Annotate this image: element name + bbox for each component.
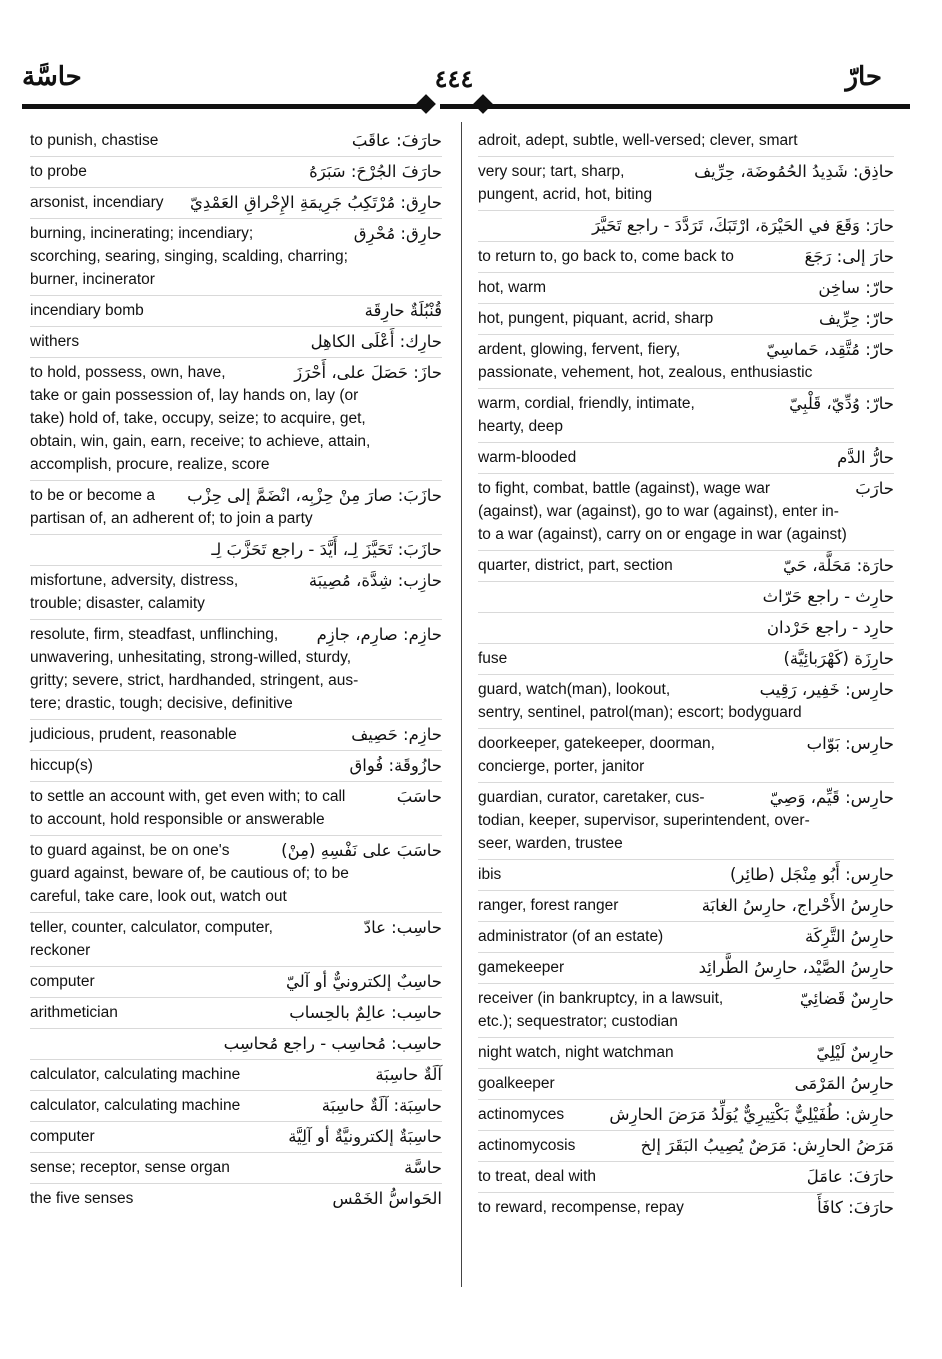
english-definition: misfortune, adversity, distress, — [30, 572, 239, 589]
dictionary-entry — [478, 984, 894, 1038]
entry-headline — [478, 1103, 894, 1126]
arabic-headword: حازِم: حَصِيف — [351, 725, 442, 744]
arabic-headword: حاسَّة — [404, 1158, 442, 1177]
arabic-headword: حاسِب: عادّ — [363, 918, 442, 937]
dictionary-entry — [478, 953, 894, 984]
entry-headline — [30, 1032, 442, 1055]
arabic-headword: حاسِب: مُحاسِب - راجع مُحاسِب — [223, 1034, 442, 1053]
arabic-headword: حارَفَ: عاقَبَ — [351, 131, 442, 150]
english-definition: to treat, deal with — [478, 1168, 597, 1185]
dictionary-entry — [478, 644, 894, 675]
dictionary-entry — [478, 443, 894, 474]
english-definition: arsonist, incendiary — [30, 194, 164, 211]
entry-headline — [30, 191, 442, 214]
arabic-headword: حازِم: صارِم، جازِم — [316, 625, 442, 644]
entry-headline — [30, 785, 442, 808]
entry-headline — [478, 446, 894, 469]
definition-continuation: scorching, searing, singing, scalding, charring; — [30, 248, 348, 265]
entry-headline — [478, 245, 894, 268]
definition-continuation: reckoner — [30, 942, 91, 959]
arabic-headword: حارَفَ: كافَأَ — [817, 1198, 894, 1217]
dictionary-entry — [30, 327, 442, 358]
definition-continuation: pungent, acrid, hot, biting — [478, 186, 653, 203]
diamond-ornament-right — [473, 94, 493, 114]
definition-continuation: hearty, deep — [478, 418, 564, 435]
dictionary-entry — [478, 157, 894, 211]
english-definition: adroit, adept, subtle, well-versed; clever, smart — [478, 132, 798, 149]
english-definition: actinomyces — [478, 1106, 565, 1123]
arabic-headword: مَرَضُ الحارِش: مَرَضٌ يُصِيبُ البَقَرَ إلخ — [640, 1136, 894, 1155]
dictionary-entry — [30, 1060, 442, 1091]
dictionary-entry — [478, 1162, 894, 1193]
dictionary-entry — [30, 620, 442, 720]
entry-headline — [30, 330, 442, 353]
entry-headline — [478, 863, 894, 886]
english-definition: gamekeeper — [478, 959, 565, 976]
arabic-headword: الحَواسُّ الخَمْس — [332, 1189, 442, 1208]
entry-headline — [30, 754, 442, 777]
dictionary-entry — [478, 1131, 894, 1162]
dictionary-entry — [478, 1069, 894, 1100]
definition-continuation: (against), war (against), go to war (against), enter in- — [478, 503, 839, 520]
dictionary-column-left — [30, 126, 442, 1214]
arabic-headword: آلَةٌ حاسِبَة — [375, 1065, 442, 1084]
definition-continuation: to account, hold responsible or answerable — [30, 811, 325, 828]
arabic-headword: حارِث - راجع حَرّاث — [762, 587, 894, 606]
entry-headline — [478, 647, 894, 670]
arabic-headword: حارِسُ الصَّيْد، حارِسُ الطَّرائِد — [698, 958, 894, 977]
english-definition: to settle an account with, get even with; to call — [30, 788, 346, 805]
arabic-headword: حازَبَ: تَحَيَّزَ لِـ، أَيَّدَ - راجع تَحَزَّبَ لِـ — [211, 540, 442, 559]
dictionary-entry — [30, 219, 442, 296]
arabic-headword: حارِش: طُفَيْلِيٌّ بَكْتِيرِيٌّ يُوَلِّدُ مَرَضَ الحارِش — [609, 1105, 894, 1124]
guide-word-right: حارّ — [845, 62, 882, 92]
arabic-headword: حازَبَ: صارَ مِنْ حِزْبِه، انْضَمَّ إلى حِزْب — [187, 486, 442, 505]
dictionary-entry — [478, 304, 894, 335]
entry-headline — [30, 1094, 442, 1117]
arabic-headword: حارِد - راجع حَرْدان — [766, 618, 894, 637]
english-definition: incendiary bomb — [30, 302, 144, 319]
entry-headline — [478, 732, 894, 755]
dictionary-entry — [30, 126, 442, 157]
dictionary-entry — [30, 157, 442, 188]
dictionary-entry — [30, 998, 442, 1029]
entry-headline — [30, 222, 442, 245]
arabic-headword: حارِزَة (كَهْرَبائِيَّة) — [783, 649, 894, 668]
entry-headline — [478, 925, 894, 948]
arabic-headword: حارِس: بَوّاب — [806, 734, 894, 753]
arabic-headword: حارَفَ: عامَلَ — [806, 1167, 894, 1186]
dictionary-entry — [30, 967, 442, 998]
entry-headline — [478, 616, 894, 639]
entry-headline — [30, 839, 442, 862]
english-definition: arithmetician — [30, 1004, 118, 1021]
entry-headline — [30, 723, 442, 746]
english-definition: resolute, firm, steadfast, unflinching, — [30, 626, 279, 643]
dictionary-entry — [30, 913, 442, 967]
english-definition: calculator, calculating machine — [30, 1066, 241, 1083]
entry-headline — [478, 1165, 894, 1188]
dictionary-entry — [478, 582, 894, 613]
english-definition: to probe — [30, 163, 87, 180]
dictionary-entry — [478, 613, 894, 644]
arabic-headword: حارِسُ المَرْمَى — [794, 1074, 894, 1093]
english-definition: warm, cordial, friendly, intimate, — [478, 395, 695, 412]
arabic-headword: حاسَبَ على نَفْسِهِ (مِنْ) — [281, 841, 442, 860]
entry-headline — [30, 970, 442, 993]
arabic-headword: حارِق: مُرْتَكِبُ جَرِيمَةِ الإِحْراقِ العَمْدِيّ — [189, 193, 442, 212]
english-definition: night watch, night watchman — [478, 1044, 674, 1061]
arabic-headword: حازَ: حَصَلَ على، أَحْرَزَ — [294, 363, 442, 382]
dictionary-column-right — [478, 126, 894, 1223]
definition-continuation: tere; drastic, tough; decisive, definitive — [30, 695, 293, 712]
arabic-headword: حارِق: مُحْرِق — [353, 224, 442, 243]
dictionary-entry — [30, 836, 442, 913]
dictionary-entry — [478, 1100, 894, 1131]
arabic-headword: حارَة: مَحَلَّة، حَيّ — [783, 556, 894, 575]
english-definition: guardian, curator, caretaker, cus- — [478, 789, 705, 806]
definition-continuation: gritty; severe, strict, hardhanded, stringent, aus- — [30, 672, 359, 689]
dictionary-entry — [478, 126, 894, 157]
arabic-headword: حارّ: وُدِّيّ، قَلْبِيّ — [789, 394, 894, 413]
arabic-headword: حاذِق: شَدِيدُ الحُمُوضَة، حِرِّيف — [694, 162, 894, 181]
arabic-headword: حارِس: خَفِير، رَقِيب — [759, 680, 894, 699]
dictionary-entry — [478, 273, 894, 304]
dictionary-entry — [30, 358, 442, 481]
arabic-headword: حازُوقَة: فُواق — [349, 756, 442, 775]
dictionary-entry — [478, 860, 894, 891]
english-definition: ranger, forest ranger — [478, 897, 619, 914]
english-definition: to return to, go back to, come back to — [478, 248, 734, 265]
arabic-headword: حارَ إلى: رَجَعَ — [804, 247, 894, 266]
definition-continuation: take or gain possession of, lay hands on, lay (or — [30, 387, 359, 404]
definition-continuation: obtain, win, gain, earn, receive; to achieve, attain, — [30, 433, 371, 450]
english-definition: to punish, chastise — [30, 132, 159, 149]
english-definition: computer — [30, 1128, 95, 1145]
arabic-headword: حارَفَ الجُرْحَ: سَبَرَهُ — [309, 162, 442, 181]
dictionary-entry — [478, 1038, 894, 1069]
english-definition: doorkeeper, gatekeeper, doorman, — [478, 735, 715, 752]
arabic-headword: حاسِب: عالِمٌ بالحِساب — [289, 1003, 442, 1022]
entry-headline — [30, 1187, 442, 1210]
english-definition: judicious, prudent, reasonable — [30, 726, 237, 743]
english-definition: the five senses — [30, 1190, 134, 1207]
dictionary-entry — [30, 1184, 442, 1214]
english-definition: ardent, glowing, fervent, fiery, — [478, 341, 681, 358]
entry-headline — [30, 361, 442, 384]
entry-headline — [478, 307, 894, 330]
entry-headline — [478, 585, 894, 608]
entry-headline — [30, 484, 442, 507]
english-definition: ibis — [478, 866, 502, 883]
entry-headline — [30, 538, 442, 561]
entry-headline — [478, 786, 894, 809]
entry-headline — [30, 160, 442, 183]
arabic-headword: حاسَبَ — [396, 787, 442, 806]
dictionary-entry — [478, 675, 894, 729]
dictionary-entry — [478, 1193, 894, 1223]
definition-continuation: passionate, vehement, hot, zealous, enthusiastic — [478, 364, 813, 381]
dictionary-entry — [30, 188, 442, 219]
entry-headline — [30, 299, 442, 322]
english-definition: receiver (in bankruptcy, in a lawsuit, — [478, 990, 724, 1007]
arabic-headword: حاسِبٌ إلكترونيٌّ أو آليّ — [285, 972, 442, 991]
entry-headline — [30, 1156, 442, 1179]
definition-continuation: sentry, sentinel, patrol(man); escort; bodyguard — [478, 704, 802, 721]
arabic-headword: حارّ: ساخِن — [818, 278, 894, 297]
english-definition: calculator, calculating machine — [30, 1097, 241, 1114]
entry-headline — [30, 129, 442, 152]
english-definition: hot, warm — [478, 279, 547, 296]
english-definition: to fight, combat, battle (against), wage war — [478, 480, 771, 497]
dictionary-entry — [478, 211, 894, 242]
arabic-headword: حارِسُ الأَحْراج، حارِسُ الغابَة — [701, 896, 894, 915]
dictionary-entry — [30, 1122, 442, 1153]
arabic-headword: حارّ: حِرِّيف — [819, 309, 894, 328]
english-definition: burning, incinerating; incendiary; — [30, 225, 254, 242]
definition-continuation: guard against, beware of, be cautious of; to be — [30, 865, 349, 882]
dictionary-entry — [478, 335, 894, 389]
dictionary-entry — [478, 783, 894, 860]
entry-headline — [30, 1063, 442, 1086]
entry-headline — [478, 894, 894, 917]
entry-headline — [478, 477, 894, 500]
dictionary-entry — [478, 474, 894, 551]
entry-headline — [478, 160, 894, 183]
entry-headline — [478, 1196, 894, 1219]
definition-continuation: concierge, porter, janitor — [478, 758, 645, 775]
dictionary-entry — [478, 891, 894, 922]
entry-headline — [478, 338, 894, 361]
english-definition: quarter, district, part, section — [478, 557, 673, 574]
dictionary-entry — [30, 720, 442, 751]
definition-continuation: burner, incinerator — [30, 271, 155, 288]
diamond-ornament-left — [416, 94, 436, 114]
dictionary-entry — [478, 729, 894, 783]
dictionary-entry — [30, 296, 442, 327]
definition-continuation: seer, warden, trustee — [478, 835, 623, 852]
header-rule-left — [22, 104, 422, 109]
english-definition: fuse — [478, 650, 508, 667]
english-definition: warm-blooded — [478, 449, 577, 466]
entry-headline — [478, 214, 894, 237]
english-definition: to guard against, be on one's — [30, 842, 230, 859]
arabic-headword: حازِب: شِدَّة، مُصِيبَة — [308, 571, 442, 590]
arabic-headword: حارِسٌ قَضائِيّ — [799, 989, 894, 1008]
definition-continuation: take) hold of, take, occupy, seize; to acquire, get, — [30, 410, 366, 427]
english-definition: computer — [30, 973, 95, 990]
english-definition: guard, watch(man), lookout, — [478, 681, 671, 698]
dictionary-entry — [30, 535, 442, 566]
definition-continuation: careful, take care, look out, watch out — [30, 888, 287, 905]
entry-headline — [30, 1125, 442, 1148]
dictionary-entry — [30, 481, 442, 535]
dictionary-entry — [478, 389, 894, 443]
arabic-headword: حارَبَ — [855, 479, 894, 498]
english-definition: hiccup(s) — [30, 757, 93, 774]
definition-continuation: unwavering, unhesitating, strong-willed, sturdy, — [30, 649, 352, 666]
definition-continuation: etc.); sequestrator; custodian — [478, 1013, 678, 1030]
dictionary-entry — [30, 1029, 442, 1060]
header-rule-right — [440, 104, 910, 109]
arabic-headword: حاسِبَةٌ إلكترونيَّةٌ أو آلِيَّة — [288, 1127, 442, 1146]
entry-headline — [478, 1072, 894, 1095]
entry-headline — [30, 569, 442, 592]
arabic-headword: حارِس: قَيِّم، وَصِيّ — [769, 788, 894, 807]
arabic-headword: قُنْبُلَةٌ حارِقَة — [364, 301, 442, 320]
dictionary-entry — [478, 242, 894, 273]
arabic-headword: حاسِبَة: آلَةٌ حاسِبَة — [321, 1096, 442, 1115]
arabic-headword: حارِسُ التَّرِكَة — [805, 927, 894, 946]
english-definition: sense; receptor, sense organ — [30, 1159, 230, 1176]
english-definition: to be or become a — [30, 487, 155, 504]
entry-headline — [478, 1134, 894, 1157]
arabic-headword: حارِسٌ لَيْلِيّ — [816, 1043, 894, 1062]
entry-headline — [478, 956, 894, 979]
english-definition: teller, counter, calculator, computer, — [30, 919, 273, 936]
column-divider — [461, 122, 462, 1287]
arabic-headword: حارِس: أَبُو مِنْجَل (طائِر) — [729, 865, 894, 884]
english-definition: withers — [30, 333, 80, 350]
entry-headline — [478, 129, 894, 152]
entry-headline — [30, 916, 442, 939]
english-definition: hot, pungent, piquant, acrid, sharp — [478, 310, 714, 327]
entry-headline — [478, 276, 894, 299]
entry-headline — [478, 392, 894, 415]
english-definition: administrator (of an estate) — [478, 928, 664, 945]
arabic-headword: حارِك: أَعْلَى الكاهِل — [310, 332, 442, 351]
dictionary-entry — [30, 1091, 442, 1122]
arabic-headword: حارَ: وَقَعَ في الحَيْرَة، ارْتَبَكَ، تَرَدَّدَ - راجع تَحَيَّرَ — [592, 216, 894, 235]
english-definition: goalkeeper — [478, 1075, 555, 1092]
definition-continuation: trouble; disaster, calamity — [30, 595, 205, 612]
entry-headline — [478, 987, 894, 1010]
dictionary-entry — [478, 551, 894, 582]
definition-continuation: todian, keeper, supervisor, superintendent, over- — [478, 812, 810, 829]
definition-continuation: to a war (against), carry on or engage in war (against) — [478, 526, 847, 543]
entry-headline — [30, 623, 442, 646]
dictionary-entry — [30, 782, 442, 836]
english-definition: very sour; tart, sharp, — [478, 163, 625, 180]
definition-continuation: accomplish, procure, realize, score — [30, 456, 270, 473]
dictionary-entry — [30, 751, 442, 782]
page-number: ٤٤٤ — [434, 64, 474, 93]
dictionary-entry — [30, 1153, 442, 1184]
english-definition: actinomycosis — [478, 1137, 576, 1154]
arabic-headword: حارّ: مُتَّقِد، حَماسِيّ — [766, 340, 894, 359]
entry-headline — [30, 1001, 442, 1024]
entry-headline — [478, 1041, 894, 1064]
english-definition: to hold, possess, own, have, — [30, 364, 226, 381]
dictionary-entry — [30, 566, 442, 620]
entry-headline — [478, 678, 894, 701]
english-definition: to reward, recompense, repay — [478, 1199, 684, 1216]
guide-word-left: حاسَّة — [22, 62, 82, 92]
dictionary-entry — [478, 922, 894, 953]
entry-headline — [478, 554, 894, 577]
arabic-headword: حارُّ الدَّم — [837, 448, 894, 467]
definition-continuation: partisan of, an adherent of; to join a party — [30, 510, 313, 527]
